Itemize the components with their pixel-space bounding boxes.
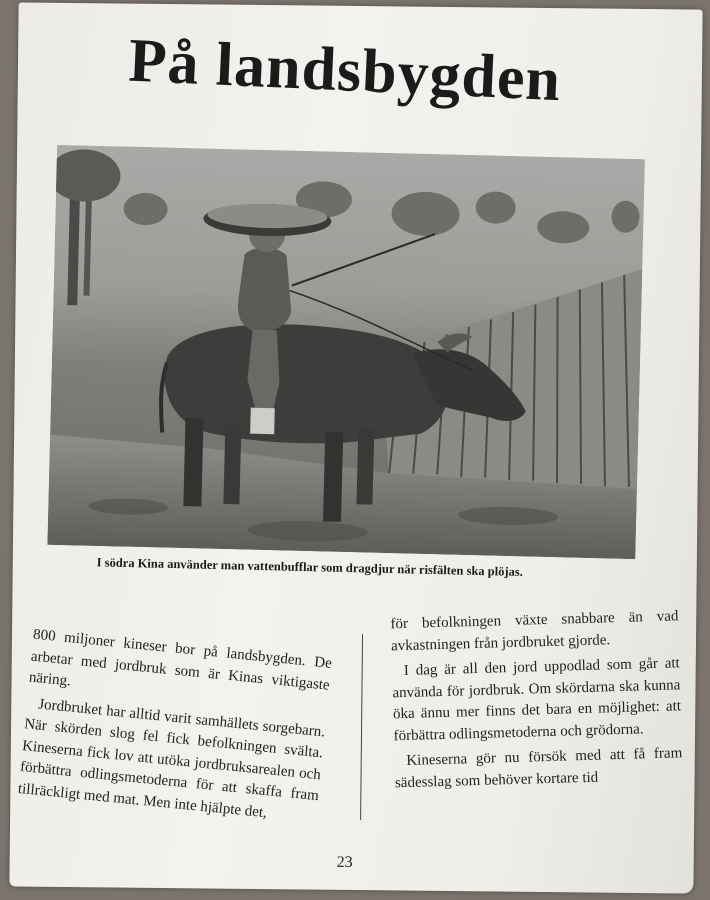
- photo-water-buffalo: [47, 145, 645, 559]
- paragraph: Jordbruket har alltid varit samhällets sorgebarn. När skörden slog fel fick befolkningen svälta. Kineserna fick lov att utöka jordbruksarealen och förbättra odlingsmetoderna för att skaffa fram tillräckligt med mat. Men inte hjälpte det,: [17, 695, 326, 821]
- book-page: [9, 2, 702, 893]
- column-divider: [360, 634, 363, 820]
- text-column-left: [17, 625, 333, 833]
- paragraph: för befolkningen växte snabbare än vad avkastningen från jordbruket gjorde.: [390, 608, 679, 654]
- photo-caption: I södra Kina använder man vattenbufflar som dragdjur när risfälten ska plöjas.: [96, 555, 523, 579]
- text-column-right: [390, 606, 683, 798]
- paragraph: Kineserna gör nu försök med att få fram sädesslag som behöver kortare tid: [394, 745, 683, 791]
- paragraph: I dag är all den jord uppodlad som går att använda för jordbruk. Om skördarna ska kunna öka ännu mer finns det bara en möjlighet: att förbättra odlingsmetoderna och grödorna.: [392, 655, 682, 744]
- page-number: 23: [336, 853, 353, 871]
- page-title: På landsbygden: [127, 26, 563, 115]
- paragraph: 800 miljoner kineser bor på landsbygden. De arbetar med jordbruk som är Kinas viktigaste näring.: [28, 626, 333, 694]
